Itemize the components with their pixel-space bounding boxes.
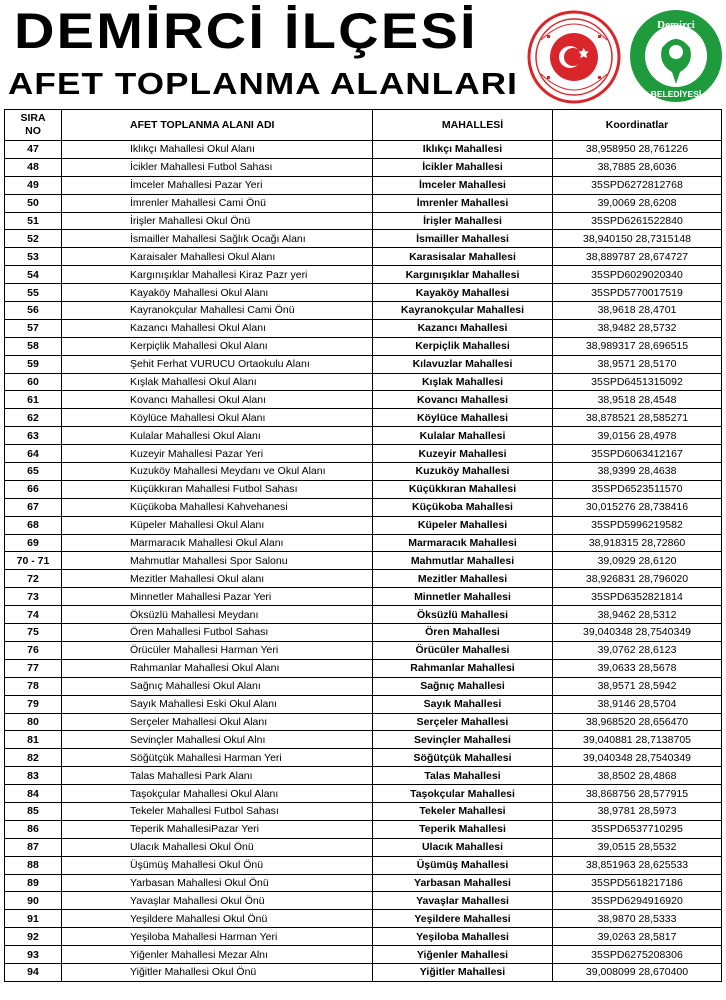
area-name: Yeşiloba Mahallesi Harman Yeri	[62, 928, 373, 946]
coordinates: 38,9462 28,5312	[553, 606, 722, 624]
table-row	[5, 409, 722, 427]
table-row	[5, 856, 722, 874]
row-number: 82	[5, 749, 62, 767]
coordinates: 38,9618 28,4701	[553, 302, 722, 320]
assembly-areas-table	[4, 109, 722, 982]
neighborhood-name: Kayaköy Mahallesi	[373, 284, 553, 302]
row-number: 67	[5, 498, 62, 516]
area-name: Minnetler Mahallesi Pazar Yeri	[62, 588, 373, 606]
area-name: Öksüzlü Mahallesi Meydanı	[62, 606, 373, 624]
row-number: 75	[5, 624, 62, 642]
table-row	[5, 534, 722, 552]
table-row	[5, 230, 722, 248]
table-row	[5, 677, 722, 695]
coordinates: 38,9781 28,5973	[553, 802, 722, 820]
coordinates: 38,958950 28,761226	[553, 141, 722, 159]
area-name: Serçeler Mahallesi Okul Alanı	[62, 713, 373, 731]
area-name: Tekeler Mahallesi Futbol Sahası	[62, 802, 373, 820]
table-row	[5, 731, 722, 749]
table-row	[5, 695, 722, 713]
row-number: 76	[5, 641, 62, 659]
table-row	[5, 874, 722, 892]
row-number: 72	[5, 570, 62, 588]
neighborhood-name: Serçeler Mahallesi	[373, 713, 553, 731]
coordinates: 38,9399 28,4638	[553, 463, 722, 481]
coordinates: 30,015276 28,738416	[553, 498, 722, 516]
neighborhood-name: Iklıkçı Mahallesi	[373, 141, 553, 159]
table-row	[5, 212, 722, 230]
coordinates: 35SPD6261522840	[553, 212, 722, 230]
municipality-logo	[628, 8, 724, 104]
column-header-mahalle: MAHALLESİ	[373, 110, 553, 141]
area-name: Sevinçler Mahallesi Okul Alnı	[62, 731, 373, 749]
area-name: Yarbasan Mahallesi Okul Önü	[62, 874, 373, 892]
area-name: Mezitler Mahallesi Okul alanı	[62, 570, 373, 588]
coordinates: 35SPD5996219582	[553, 516, 722, 534]
row-number: 77	[5, 659, 62, 677]
neighborhood-name: Küpeler Mahallesi	[373, 516, 553, 534]
row-number: 70 - 71	[5, 552, 62, 570]
area-name: Mahmutlar Mahallesi Spor Salonu	[62, 552, 373, 570]
area-name: Kuzeyir Mahallesi Pazar Yeri	[62, 445, 373, 463]
neighborhood-name: Yeşiloba Mahallesi	[373, 928, 553, 946]
table-row	[5, 427, 722, 445]
table-row	[5, 266, 722, 284]
area-name: Kuzuköy Mahallesi Meydanı ve Okul Alanı	[62, 463, 373, 481]
coordinates: 38,878521 28,585271	[553, 409, 722, 427]
row-number: 85	[5, 802, 62, 820]
coordinates: 39,0633 28,5678	[553, 659, 722, 677]
row-number: 59	[5, 355, 62, 373]
row-number: 49	[5, 176, 62, 194]
neighborhood-name: Köylüce Mahallesi	[373, 409, 553, 427]
row-number: 55	[5, 284, 62, 302]
area-name: Söğütçük Mahallesi Harman Yeri	[62, 749, 373, 767]
area-name: Yavaşlar Mahallesi Okul Önü	[62, 892, 373, 910]
coordinates: 38,9482 28,5732	[553, 319, 722, 337]
neighborhood-name: Rahmanlar Mahallesi	[373, 659, 553, 677]
neighborhood-name: Sevinçler Mahallesi	[373, 731, 553, 749]
table-row	[5, 158, 722, 176]
row-number: 61	[5, 391, 62, 409]
row-number: 56	[5, 302, 62, 320]
area-name: İsmailler Mahallesi Sağlık Ocağı Alanı	[62, 230, 373, 248]
neighborhood-name: İcikler Mahallesi	[373, 158, 553, 176]
area-name: Sağnıç Mahallesi Okul Alanı	[62, 677, 373, 695]
area-name: Ören Mahallesi Futbol Sahası	[62, 624, 373, 642]
area-name: Kerpiçlik Mahallesi Okul Alanı	[62, 337, 373, 355]
table-row	[5, 480, 722, 498]
table-row	[5, 767, 722, 785]
area-name: Küpeler Mahallesi Okul Alanı	[62, 516, 373, 534]
table-row	[5, 820, 722, 838]
coordinates: 39,040348 28,7540349	[553, 624, 722, 642]
area-name: Yiğenler Mahallesi Mezar Alnı	[62, 946, 373, 964]
table-row	[5, 606, 722, 624]
coordinates: 35SPD6029020340	[553, 266, 722, 284]
area-name: Kargınışıklar Mahallesi Kiraz Pazr yeri	[62, 266, 373, 284]
ministry-seal-logo	[527, 10, 621, 104]
coordinates: 39,0263 28,5817	[553, 928, 722, 946]
row-number: 68	[5, 516, 62, 534]
row-number: 66	[5, 480, 62, 498]
area-name: Küçükkıran Mahallesi Futbol Sahası	[62, 480, 373, 498]
row-number: 62	[5, 409, 62, 427]
neighborhood-name: Kılavuzlar Mahallesi	[373, 355, 553, 373]
neighborhood-name: Yeşildere Mahallesi	[373, 910, 553, 928]
neighborhood-name: Kuzeyir Mahallesi	[373, 445, 553, 463]
neighborhood-name: Öksüzlü Mahallesi	[373, 606, 553, 624]
neighborhood-name: Ulacık Mahallesi	[373, 838, 553, 856]
neighborhood-name: Sağnıç Mahallesi	[373, 677, 553, 695]
area-name: Yiğitler Mahallesi Okul Önü	[62, 963, 373, 981]
table-row	[5, 588, 722, 606]
row-number: 54	[5, 266, 62, 284]
area-name: Ulacık Mahallesi Okul Önü	[62, 838, 373, 856]
row-number: 86	[5, 820, 62, 838]
column-header-no-line1: SIRA	[20, 112, 46, 124]
neighborhood-name: Yiğitler Mahallesi	[373, 963, 553, 981]
row-number: 53	[5, 248, 62, 266]
neighborhood-name: Teperik Mahallesi	[373, 820, 553, 838]
coordinates: 35SPD6451315092	[553, 373, 722, 391]
table-row	[5, 463, 722, 481]
neighborhood-name: Kovancı Mahallesi	[373, 391, 553, 409]
coordinates: 38,889787 28,674727	[553, 248, 722, 266]
coordinates: 38,926831 28,796020	[553, 570, 722, 588]
neighborhood-name: Yavaşlar Mahallesi	[373, 892, 553, 910]
area-name: Kazancı Mahallesi Okul Alanı	[62, 319, 373, 337]
neighborhood-name: Minnetler Mahallesi	[373, 588, 553, 606]
coordinates: 38,8502 28,4868	[553, 767, 722, 785]
row-number: 92	[5, 928, 62, 946]
area-name: Kulalar Mahallesi Okul Alanı	[62, 427, 373, 445]
area-name: Kışlak Mahallesi Okul Alanı	[62, 373, 373, 391]
area-name: Talas Mahallesi Park Alanı	[62, 767, 373, 785]
area-name: Köylüce Mahallesi Okul Alanı	[62, 409, 373, 427]
area-name: Teperik MahallesiPazar Yeri	[62, 820, 373, 838]
table-row	[5, 302, 722, 320]
neighborhood-name: Örücüler Mahallesi	[373, 641, 553, 659]
coordinates: 38,918315 28,72860	[553, 534, 722, 552]
area-name: Örücüler Mahallesi Harman Yeri	[62, 641, 373, 659]
neighborhood-name: Kazancı Mahallesi	[373, 319, 553, 337]
table-row	[5, 373, 722, 391]
neighborhood-name: Mahmutlar Mahallesi	[373, 552, 553, 570]
coordinates: 35SPD6352821814	[553, 588, 722, 606]
neighborhood-name: Kışlak Mahallesi	[373, 373, 553, 391]
coordinates: 38,9518 28,4548	[553, 391, 722, 409]
area-name: Kayranokçular Mahallesi Cami Önü	[62, 302, 373, 320]
table-row	[5, 838, 722, 856]
neighborhood-name: Kulalar Mahallesi	[373, 427, 553, 445]
row-number: 57	[5, 319, 62, 337]
neighborhood-name: İmrenler Mahallesi	[373, 194, 553, 212]
area-name: Yeşildere Mahallesi Okul Önü	[62, 910, 373, 928]
row-number: 79	[5, 695, 62, 713]
area-name: Iklıkçı Mahallesi Okul Alanı	[62, 141, 373, 159]
neighborhood-name: Talas Mahallesi	[373, 767, 553, 785]
table-row	[5, 445, 722, 463]
column-header-no	[5, 110, 62, 141]
table-row	[5, 194, 722, 212]
table-row	[5, 749, 722, 767]
neighborhood-name: Taşokçular Mahallesi	[373, 785, 553, 803]
coordinates: 35SPD5770017519	[553, 284, 722, 302]
column-header-name: AFET TOPLANMA ALANI ADI	[62, 110, 373, 141]
table-row	[5, 570, 722, 588]
row-number: 60	[5, 373, 62, 391]
row-number: 80	[5, 713, 62, 731]
table-row	[5, 516, 722, 534]
table-row	[5, 785, 722, 803]
coordinates: 38,868756 28,577915	[553, 785, 722, 803]
table-row	[5, 355, 722, 373]
coordinates: 35SPD6063412167	[553, 445, 722, 463]
neighborhood-name: Kuzuköy Mahallesi	[373, 463, 553, 481]
table-row	[5, 498, 722, 516]
table-row	[5, 176, 722, 194]
table-row	[5, 337, 722, 355]
area-name: Kayaköy Mahallesi Okul Alanı	[62, 284, 373, 302]
row-number: 93	[5, 946, 62, 964]
coordinates: 38,9571 28,5170	[553, 355, 722, 373]
area-name: İmceler Mahallesi Pazar Yeri	[62, 176, 373, 194]
coordinates: 38,9571 28,5942	[553, 677, 722, 695]
table-row	[5, 284, 722, 302]
neighborhood-name: Kargınışıklar Mahallesi	[373, 266, 553, 284]
coordinates: 38,989317 28,696515	[553, 337, 722, 355]
row-number: 65	[5, 463, 62, 481]
coordinates: 39,040881 28,7138705	[553, 731, 722, 749]
coordinates: 35SPD6275208306	[553, 946, 722, 964]
table-row	[5, 391, 722, 409]
area-name: Şehit Ferhat VURUCU Ortaokulu Alanı	[62, 355, 373, 373]
row-number: 78	[5, 677, 62, 695]
row-number: 89	[5, 874, 62, 892]
neighborhood-name: Kerpiçlik Mahallesi	[373, 337, 553, 355]
coordinates: 39,008099 28,670400	[553, 963, 722, 981]
coordinates: 38,851963 28,625533	[553, 856, 722, 874]
neighborhood-name: İsmailler Mahallesi	[373, 230, 553, 248]
logo-bottom-text: BELEDİYESİ	[650, 89, 702, 99]
coordinates: 39,040348 28,7540349	[553, 749, 722, 767]
row-number: 84	[5, 785, 62, 803]
coordinates: 39,0515 28,5532	[553, 838, 722, 856]
area-name: Marmaracık Mahallesi Okul Alanı	[62, 534, 373, 552]
neighborhood-name: Marmaracık Mahallesi	[373, 534, 553, 552]
row-number: 47	[5, 141, 62, 159]
neighborhood-name: Yarbasan Mahallesi	[373, 874, 553, 892]
neighborhood-name: Küçükoba Mahallesi	[373, 498, 553, 516]
table-row	[5, 659, 722, 677]
coordinates: 38,9146 28,5704	[553, 695, 722, 713]
table-row	[5, 910, 722, 928]
table-row	[5, 141, 722, 159]
neighborhood-name: Ören Mahallesi	[373, 624, 553, 642]
area-name: Taşokçular Mahallesi Okul Alanı	[62, 785, 373, 803]
coordinates: 38,7885 28,6036	[553, 158, 722, 176]
area-name: İmrenler Mahallesi Cami Önü	[62, 194, 373, 212]
row-number: 81	[5, 731, 62, 749]
row-number: 69	[5, 534, 62, 552]
row-number: 48	[5, 158, 62, 176]
area-name: Kovancı Mahallesi Okul Alanı	[62, 391, 373, 409]
area-name: Küçükoba Mahallesi Kahvehanesi	[62, 498, 373, 516]
coordinates: 39,0762 28,6123	[553, 641, 722, 659]
table-row	[5, 946, 722, 964]
neighborhood-name: Karasisalar Mahallesi	[373, 248, 553, 266]
coordinates: 39,0929 28,6120	[553, 552, 722, 570]
table-row	[5, 641, 722, 659]
coordinates: 35SPD6272812768	[553, 176, 722, 194]
row-number: 88	[5, 856, 62, 874]
neighborhood-name: İmceler Mahallesi	[373, 176, 553, 194]
neighborhood-name: Küçükkıran Mahallesi	[373, 480, 553, 498]
logo-top-text: Demirci	[657, 19, 695, 31]
page-title: DEMİRCİ İLÇESİ	[14, 3, 478, 59]
coordinates: 38,940150 28,7315148	[553, 230, 722, 248]
row-number: 73	[5, 588, 62, 606]
table-row	[5, 713, 722, 731]
table-row	[5, 963, 722, 981]
neighborhood-name: Söğütçük Mahallesi	[373, 749, 553, 767]
neighborhood-name: Tekeler Mahallesi	[373, 802, 553, 820]
neighborhood-name: Yiğenler Mahallesi	[373, 946, 553, 964]
row-number: 94	[5, 963, 62, 981]
page-subtitle: AFET TOPLANMA ALANLARI	[8, 66, 519, 101]
row-number: 64	[5, 445, 62, 463]
row-number: 51	[5, 212, 62, 230]
table-row	[5, 892, 722, 910]
row-number: 91	[5, 910, 62, 928]
table-header-row	[5, 110, 722, 141]
neighborhood-name: Sayık Mahallesi	[373, 695, 553, 713]
neighborhood-name: Mezitler Mahallesi	[373, 570, 553, 588]
row-number: 83	[5, 767, 62, 785]
neighborhood-name: Üşümüş Mahallesi	[373, 856, 553, 874]
table-row	[5, 624, 722, 642]
coordinates: 39,0156 28,4978	[553, 427, 722, 445]
area-name: Karaisaler Mahallesi Okul Alanı	[62, 248, 373, 266]
row-number: 90	[5, 892, 62, 910]
row-number: 87	[5, 838, 62, 856]
coordinates: 35SPD6294916920	[553, 892, 722, 910]
neighborhood-name: İrişler Mahallesi	[373, 212, 553, 230]
column-header-coordinates: Koordinatlar	[553, 110, 722, 141]
area-name: Üşümüş Mahallesi Okul Önü	[62, 856, 373, 874]
area-name: İcikler Mahallesi Futbol Sahası	[62, 158, 373, 176]
table-row	[5, 802, 722, 820]
neighborhood-name: Kayranokçular Mahallesi	[373, 302, 553, 320]
row-number: 50	[5, 194, 62, 212]
table-row	[5, 319, 722, 337]
coordinates: 38,968520 28,656470	[553, 713, 722, 731]
row-number: 58	[5, 337, 62, 355]
area-name: Sayık Mahallesi Eski Okul Alanı	[62, 695, 373, 713]
coordinates: 35SPD6537710295	[553, 820, 722, 838]
coordinates: 35SPD6523511570	[553, 480, 722, 498]
row-number: 74	[5, 606, 62, 624]
column-header-no-line2: NO	[25, 125, 41, 137]
coordinates: 38,9870 28,5333	[553, 910, 722, 928]
table-row	[5, 928, 722, 946]
table-row	[5, 552, 722, 570]
area-name: İrişler Mahallesi Okul Önü	[62, 212, 373, 230]
row-number: 52	[5, 230, 62, 248]
coordinates: 35SPD5618217186	[553, 874, 722, 892]
area-name: Rahmanlar Mahallesi Okul Alanı	[62, 659, 373, 677]
table-row	[5, 248, 722, 266]
coordinates: 39,0069 28,6208	[553, 194, 722, 212]
row-number: 63	[5, 427, 62, 445]
